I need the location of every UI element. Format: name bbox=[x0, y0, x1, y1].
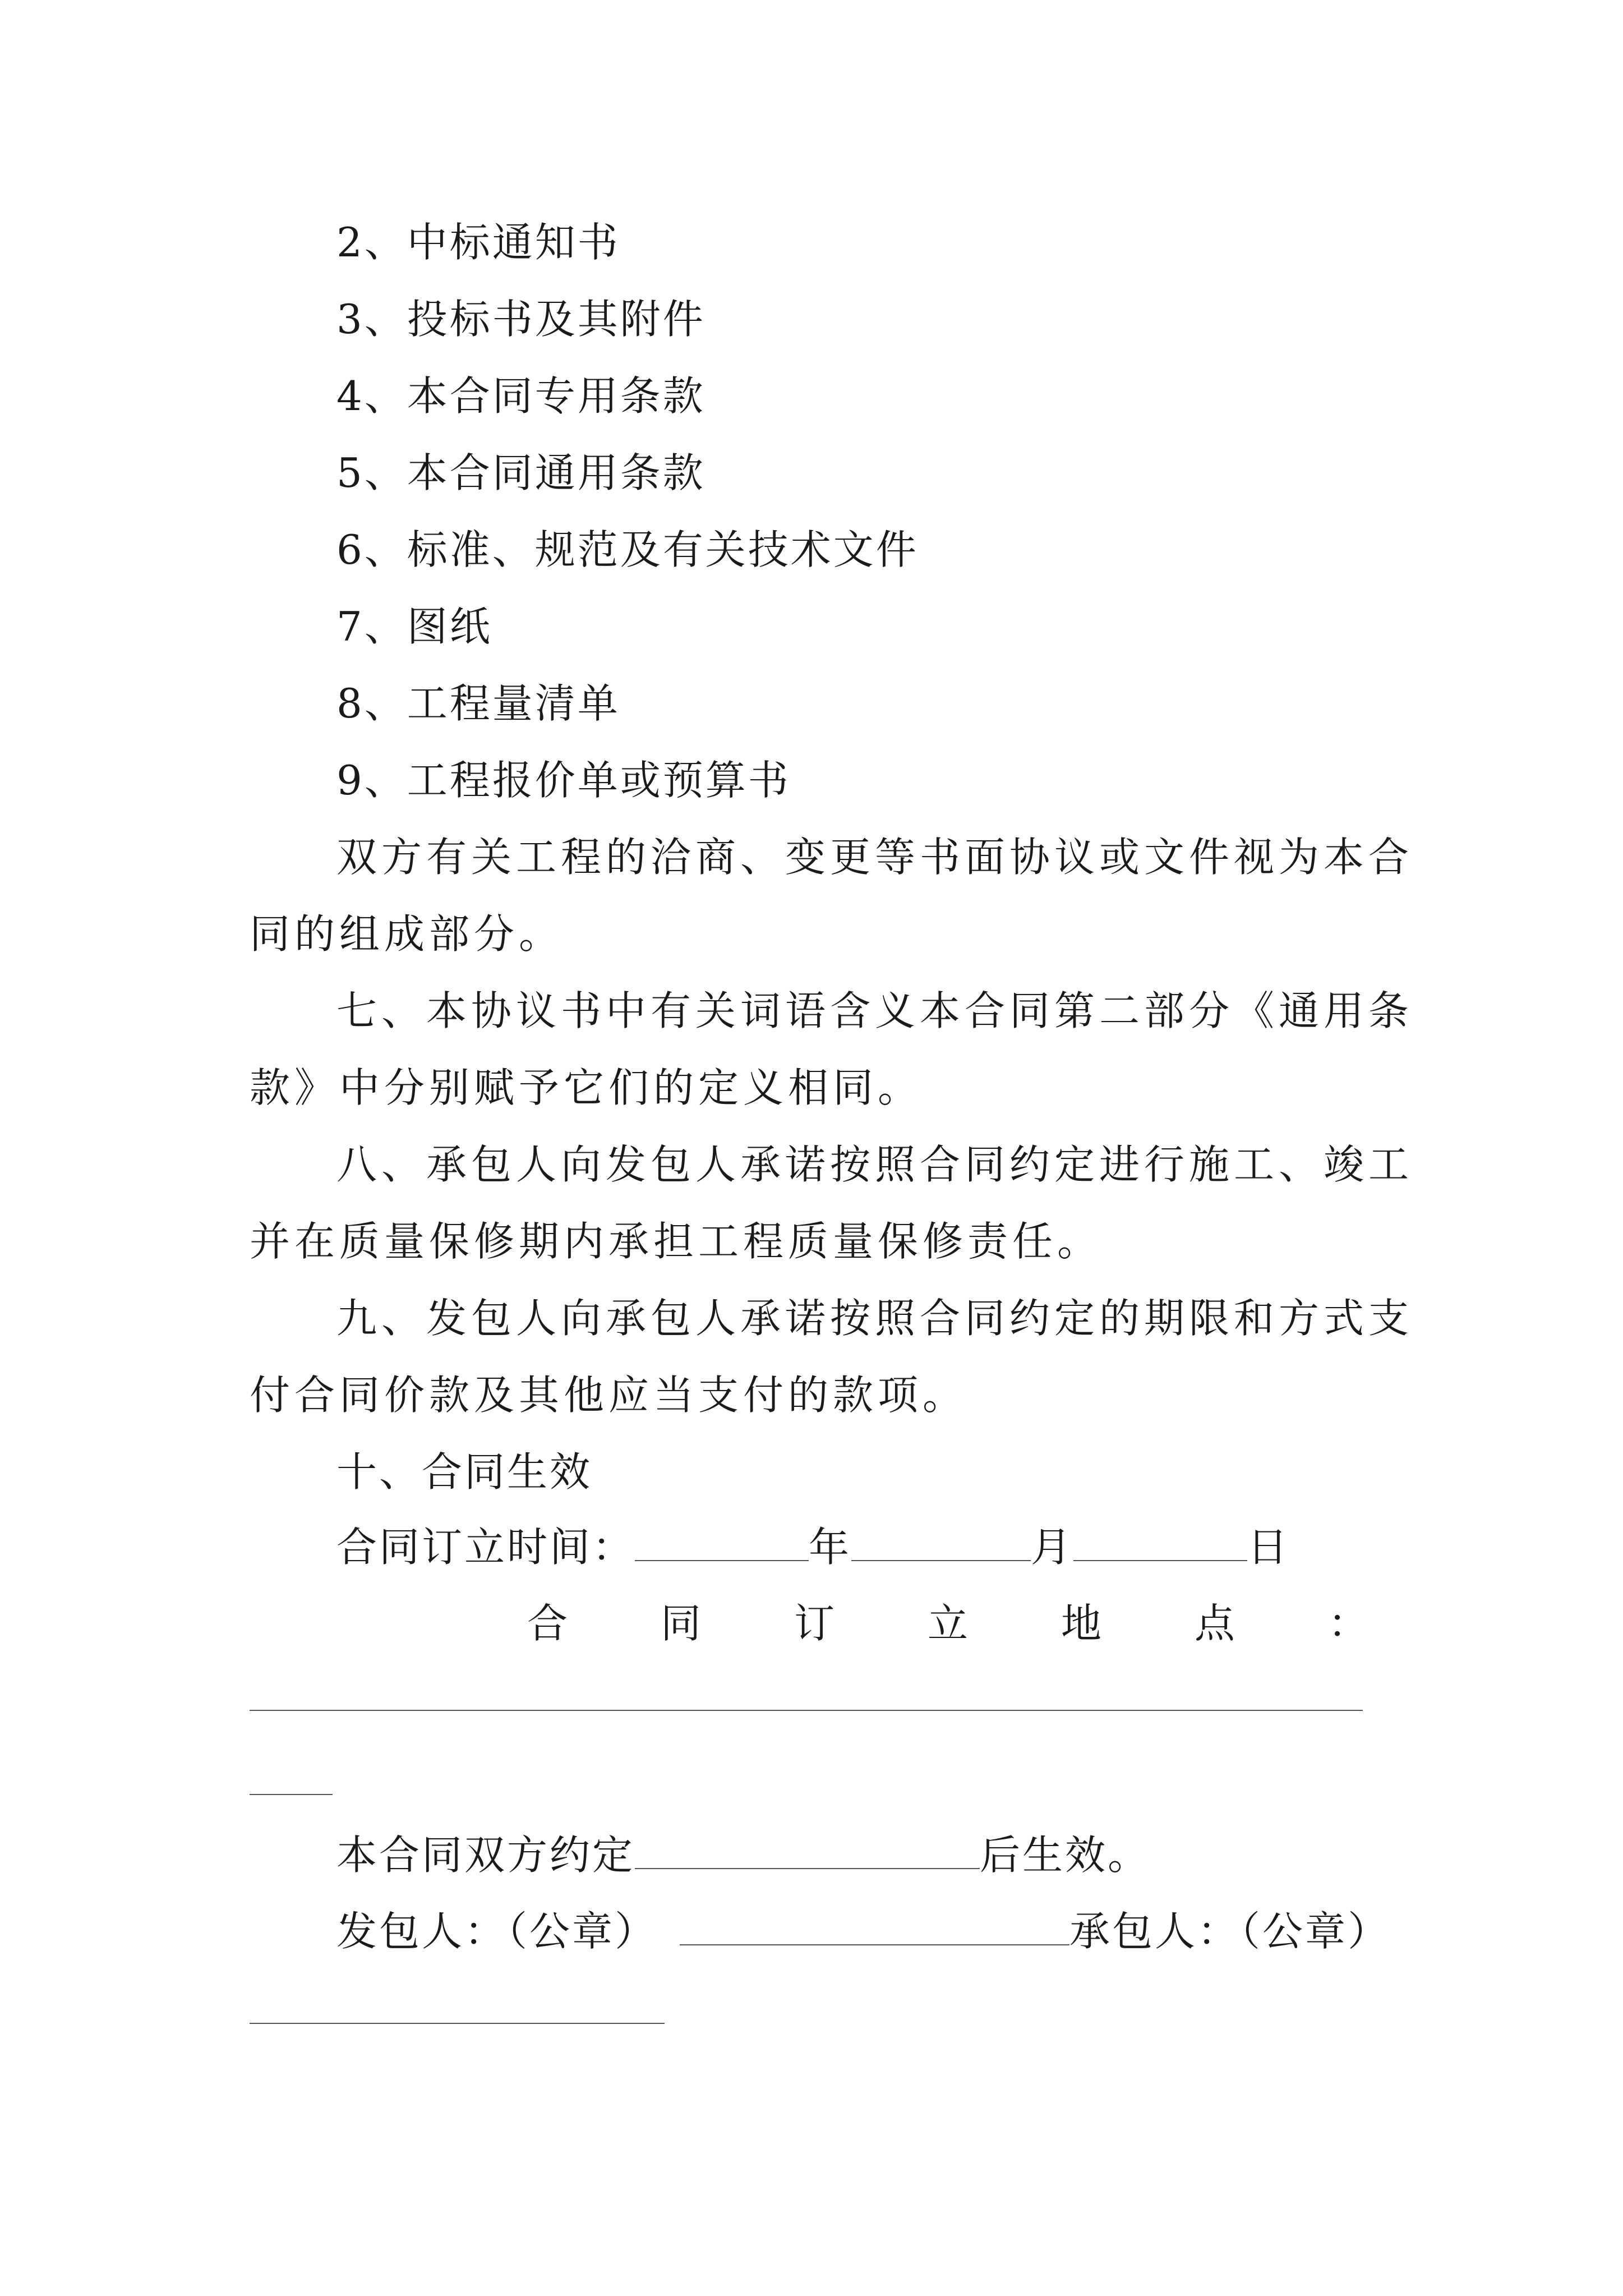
employer-seal-blank[interactable] bbox=[680, 1944, 1069, 1945]
signing-place-label bbox=[527, 1600, 1368, 1647]
clause-7-line1: 七、本协议书中有关词语含义本合同第二部分《通用条 bbox=[336, 987, 1414, 1034]
contractor-seal-blank[interactable] bbox=[250, 2023, 665, 2024]
paragraph-negotiation-line1: 双方有关工程的洽商、变更等书面协议或文件视为本合 bbox=[336, 834, 1414, 881]
list-item: 6、标准、规范及有关技术文件 bbox=[336, 526, 919, 573]
signing-place-blank-continued[interactable] bbox=[250, 1794, 333, 1795]
year-label: 年 bbox=[809, 1524, 852, 1571]
clause-9-line1: 九、发包人向承包人承诺按照合同约定的期限和方式支 bbox=[336, 1295, 1414, 1342]
list-item: 3、投标书及其附件 bbox=[336, 296, 706, 343]
clause-7-line2: 款》中分别赋予它们的定义相同。 bbox=[250, 1064, 923, 1111]
month-label: 月 bbox=[1031, 1524, 1074, 1571]
list-item: 9、工程报价单或预算书 bbox=[336, 757, 791, 804]
signing-place-char: 地 bbox=[1061, 1600, 1101, 1647]
day-label: 日 bbox=[1247, 1524, 1290, 1571]
effective-condition-row bbox=[336, 1832, 1151, 1879]
effective-prefix: 本合同双方约定 bbox=[336, 1832, 635, 1879]
employer-seal-label: 发包人：（公章） bbox=[336, 1908, 658, 1955]
signing-place-char: 订 bbox=[794, 1600, 834, 1647]
contractor-seal-label: 承包人：（公章） bbox=[1069, 1908, 1391, 1955]
signing-place-char: 合 bbox=[527, 1600, 568, 1647]
day-blank[interactable] bbox=[1073, 1559, 1247, 1561]
clause-10-heading: 十、合同生效 bbox=[336, 1448, 593, 1496]
year-blank[interactable] bbox=[635, 1559, 809, 1561]
effective-condition-blank[interactable] bbox=[635, 1867, 980, 1869]
signing-place-char: 同 bbox=[660, 1600, 701, 1647]
paragraph-negotiation-line2: 同的组成部分。 bbox=[250, 910, 564, 958]
signing-time-row bbox=[336, 1524, 1290, 1571]
list-item: 5、本合同通用条款 bbox=[336, 449, 706, 496]
signing-place-blank[interactable] bbox=[250, 1710, 1363, 1711]
list-item: 2、中标通知书 bbox=[336, 219, 620, 266]
clause-9-line2: 付合同价款及其他应当支付的款项。 bbox=[250, 1372, 968, 1419]
list-item: 8、工程量清单 bbox=[336, 680, 620, 727]
signing-place-char: 立 bbox=[927, 1600, 968, 1647]
signing-time-label: 合同订立时间： bbox=[336, 1524, 635, 1571]
signing-place-char: 点 bbox=[1194, 1600, 1235, 1647]
parties-row bbox=[336, 1908, 1391, 1955]
clause-8-line2: 并在质量保修期内承担工程质量保修责任。 bbox=[250, 1218, 1103, 1265]
signing-place-colon: ： bbox=[1327, 1600, 1368, 1647]
clause-8-line1: 八、承包人向发包人承诺按照合同约定进行施工、竣工 bbox=[336, 1141, 1414, 1188]
month-blank[interactable] bbox=[851, 1559, 1031, 1561]
effective-suffix: 后生效。 bbox=[980, 1832, 1151, 1879]
list-item: 7、图纸 bbox=[336, 603, 492, 650]
list-item: 4、本合同专用条款 bbox=[336, 372, 706, 420]
